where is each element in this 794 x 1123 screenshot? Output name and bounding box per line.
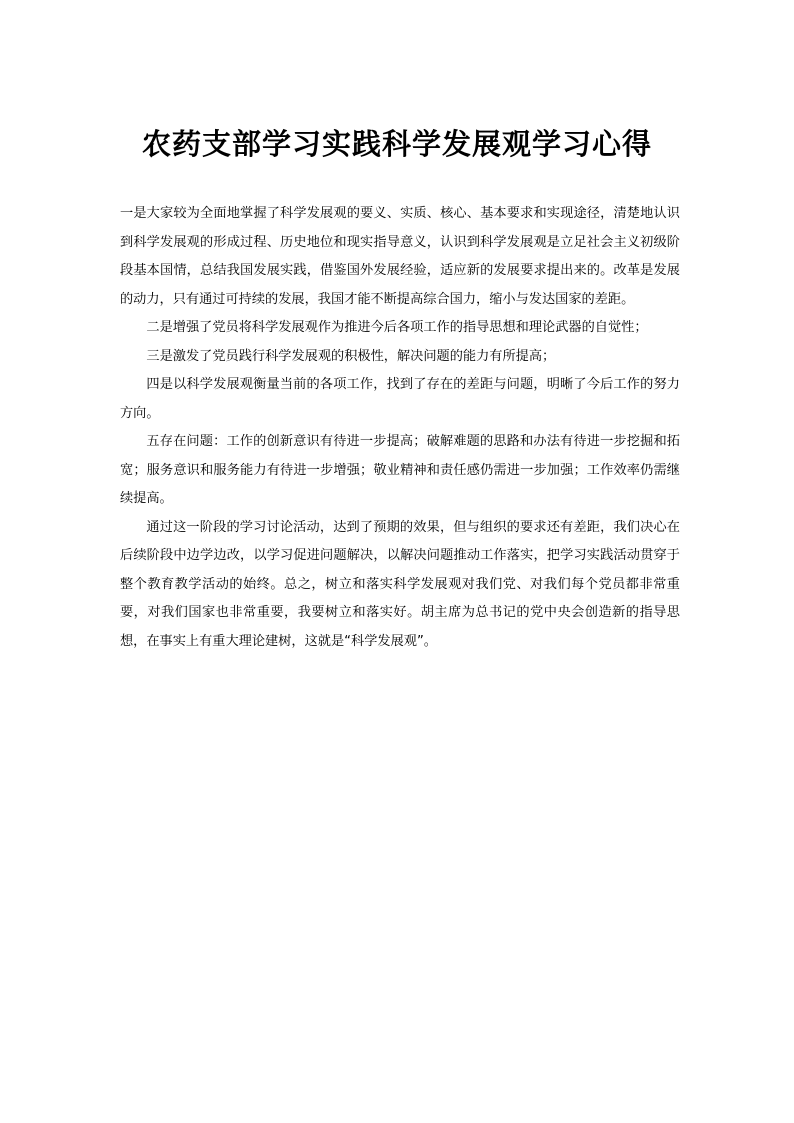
- paragraph-4: 四是以科学发展观衡量当前的各项工作，找到了存在的差距与问题，明晰了今后工作的努力方向。: [120, 377, 680, 421]
- paragraph-3: 三是激发了党员践行科学发展观的积极性，解决问题的能力有所提高；: [146, 348, 556, 364]
- document-title: 农药支部学习实践科学发展观学习心得: [141, 127, 652, 161]
- document-body: [120, 200, 680, 656]
- paragraph-6: 通过这一阶段的学习讨论活动，达到了预期的效果，但与组织的要求还有差距，我们决心在后续阶段中边学边改，以学习促进问题解决，以解决问题推动工作落实，把学习实践活动贯穿于整个教育教学活动的始终。总之，树立和落实科学发展观对我们党、对我们每个党员都非常重要，对我们国家也非常重要，我要树立和落实好。胡主席为总书记的党中央会创造新的指导思想，在事实上有重大理论建树，这就是“科学发展观”。: [120, 519, 680, 649]
- paragraph-1: 一是大家较为全面地掌握了科学发展观的要义、实质、核心、基本要求和实现途径，清楚地认识到科学发展观的形成过程、历史地位和现实指导意义，认识到科学发展观是立足社会主义初级阶段基本国情，总结我国发展实践，借鉴国外发展经验，适应新的发展要求提出来的。改革是发展的动力，只有通过可持续的发展，我国才能不断提高综合国力，缩小与发达国家的差距。: [120, 206, 680, 307]
- paragraph-2: 二是增强了党员将科学发展观作为推进今后各项工作的指导思想和理论武器的自觉性；: [146, 320, 648, 335]
- paragraph-5: 五存在问题：工作的创新意识有待进一步提高；破解难题的思路和办法有待进一步挖掘和拓宽；服务意识和服务能力有待进一步增强；敬业精神和责任感仍需进一步加强；工作效率仍需继续提高。: [120, 434, 680, 506]
